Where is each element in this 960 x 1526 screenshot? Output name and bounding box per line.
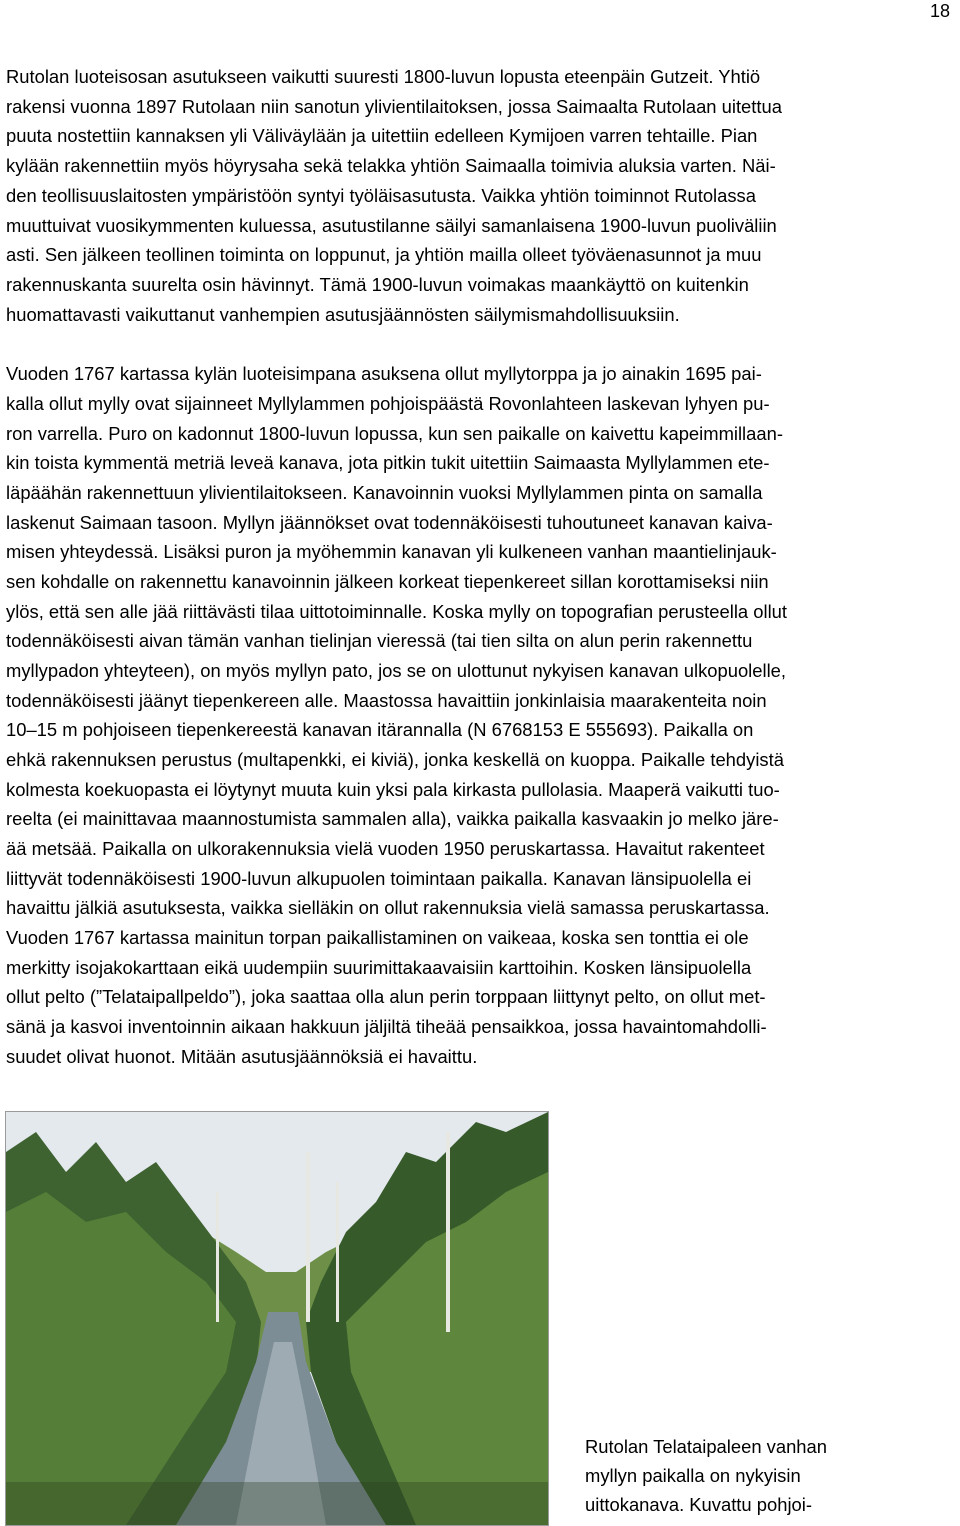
caption-line: uittokanava. Kuvattu pohjoi- [585,1494,812,1515]
paragraph-line: sänä ja kasvoi inventoinnin aikaan hakkuun jäljiltä tiheää pensaikkoa, jossa havaintomahdolli- [6,1016,767,1037]
paragraph-line: kolmesta koekuopasta ei löytynyt muuta kuin yksi pala kirkasta pullolasia. Maaperä vaikutti tuo- [6,779,780,800]
caption-line: myllyn paikalla on nykyisin [585,1465,801,1486]
paragraph-line: muuttuivat vuosikymmenten kuluessa, asutustilanne säilyi samanlaisena 1900-luvun puoliväliin [6,215,777,236]
photo-foreground [6,1482,548,1525]
paragraph-line: huomattavasti vaikuttanut vanhempien asutusjäännösten säilymismahdollisuuksiin. [6,304,680,325]
paragraph-line: den teollisuuslaitosten ympäristöön syntyi työläisasutusta. Vaikka yhtiön toiminnot Rutolassa [6,185,756,206]
canal-photo [5,1111,549,1526]
paragraph-line: merkitty isojakokarttaan eikä uudempiin suurimittakaavaisiin karttoihin. Kosken länsipuolella [6,957,752,978]
paragraph-line: rakennuskanta suurelta osin hävinnyt. Tämä 1900-luvun voimakas maankäyttö on kuitenkin [6,274,749,295]
photo-birch-trunk [306,1152,310,1322]
paragraph-line: ää metsää. Paikalla on ulkorakennuksia vielä vuoden 1950 peruskartassa. Havaitut rakenteet [6,838,765,859]
paragraph-line: asti. Sen jälkeen teollinen toiminta on loppunut, ja yhtiön mailla olleet työväenasunnot ja muu [6,244,762,265]
paragraph-line: kylään rakennettiin myös höyrysaha sekä telakka yhtiön Saimaalla toimivia aluksia varten. Näi- [6,155,776,176]
paragraph-line: misen yhteydessä. Lisäksi puron ja myöhemmin kanavan yli kulkeneen vanhan maantielinjauk- [6,541,777,562]
paragraph-line: suudet olivat huonot. Mitään asutusjäännöksiä ei havaittu. [6,1046,478,1067]
paragraph-line: Vuoden 1767 kartassa kylän luoteisimpana asuksena ollut myllytorppa ja jo ainakin 1695 pai- [6,363,762,384]
paragraph-line: ollut pelto (”Telataipallpeldo”), joka saattaa olla alun perin torppaan liittynyt pelto, on ollut met- [6,986,766,1007]
paragraph-line: sen kohdalle on rakennettu kanavoinnin jälkeen korkeat tiepenkereet sillan korottamiseksi niin [6,571,769,592]
paragraph-line: ylös, että sen alle jää riittävästi tilaa uittotoiminnalle. Koska mylly on topografian perusteella ollut [6,601,787,622]
paragraph-line: rakensi vuonna 1897 Rutolaan niin sanotun ylivientilaitoksen, jossa Saimaalta Rutolaan uitettua [6,96,782,117]
paragraph-line: läpäähän rakennettuun ylivientilaitokseen. Kanavoinnin vuoksi Myllylammen pinta on samalla [6,482,763,503]
paragraph-line: havaittu jälkiä asutuksesta, vaikka sielläkin on ollut rakennuksia vielä samassa peruskartassa. [6,897,770,918]
paragraph-line: myllypadon yhteyteen), on myös myllyn pato, jos se on ulottunut nykyisen kanavan ulkopuolelle, [6,660,786,681]
paragraph-line: ehkä rakennuksen perustus (multapenkki, ei kiviä), jonka keskellä on kuoppa. Paikalle tehdyistä [6,749,784,770]
paragraph-line: kin toista kymmentä metriä leveä kanava, jota pitkin tukit uitettiin Saimaasta Myllylammen ete- [6,452,770,473]
paragraph-line: Rutolan luoteisosan asutukseen vaikutti suuresti 1800-luvun lopusta eteenpäin Gutzeit. Yhtiö [6,66,761,87]
paragraph-line: kalla ollut mylly ovat sijainneet Myllylammen pohjoispäästä Rovonlahteen laskevan lyhyen pu- [6,393,770,414]
caption-line: Rutolan Telataipaleen vanhan [585,1436,827,1457]
paragraph-line: puuta nostettiin kannaksen yli Väliväylään ja uitettiin edelleen Kymijoen varren tehtaille. Pian [6,125,758,146]
paragraph-line: ron varrella. Puro on kadonnut 1800-luvun lopussa, kun sen paikalle on kaivettu kapeimmillaan- [6,423,783,444]
photo-birch-trunk [216,1192,219,1322]
page-number: 18 [929,1,950,21]
paragraph-line: liittyvät todennäköisesti 1900-luvun alkupuolen toimintaan paikalla. Kanavan länsipuolella ei [6,868,752,889]
paragraph-line: laskenut Saimaan tasoon. Myllyn jäännökset ovat todennäköisesti tuhoutuneet kanavan kaiva- [6,512,773,533]
photo-birch-trunk [446,1132,450,1332]
paragraph-line: todennäköisesti aivan tämän vanhan tielinjan vieressä (tai tien silta on alun perin rakennettu [6,630,753,651]
photo-birch-trunk [336,1182,339,1322]
paragraph-line: Vuoden 1767 kartassa mainitun torpan paikallistaminen on vaikeaa, koska sen tonttia ei ole [6,927,749,948]
paragraph-line: 10–15 m pohjoiseen tiepenkereestä kanavan itärannalla (N 6768153 E 555693). Paikalla on [6,719,754,740]
canal-photo-image [6,1112,548,1525]
paragraph-line: reelta (ei mainittavaa maannostumista sammalen alla), vaikka paikalla kasvaakin jo melko järe- [6,808,779,829]
paragraph-line: todennäköisesti jäänyt tiepenkereen alle. Maastossa havaittiin jonkinlaisia maarakenteita noin [6,690,767,711]
